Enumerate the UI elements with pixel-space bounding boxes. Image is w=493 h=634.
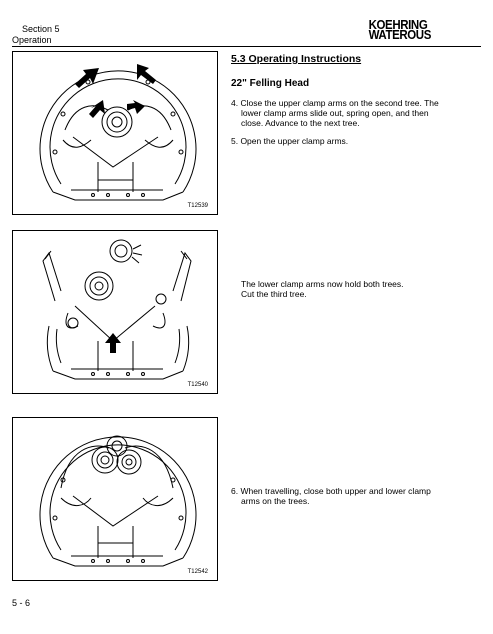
- figure-2: [12, 230, 218, 394]
- chapter-label: Operation: [12, 35, 52, 45]
- felling-head-illustration-3: [13, 418, 219, 582]
- felling-head-illustration-2: [13, 231, 219, 395]
- section-label: Section 5: [22, 24, 60, 34]
- felling-head-illustration-1: [13, 52, 219, 216]
- caption-line-2: Cut the third tree.: [241, 289, 307, 299]
- step-5: 5. Open the upper clamp arms.: [231, 136, 349, 146]
- figure-code: T12542: [187, 569, 208, 575]
- caption-line-1: The lower clamp arms now hold both trees.: [241, 279, 404, 289]
- figure-3: [12, 417, 218, 581]
- figure-code: T12540: [187, 382, 208, 388]
- step-6-line-2: arms on the trees.: [241, 496, 310, 506]
- logo-line-2: WATEROUS: [368, 28, 431, 43]
- step-6-line-1: 6. When travelling, close both upper and lower clamp: [231, 486, 431, 496]
- step-4-line-2: lower clamp arms slide out, spring open, and then: [241, 108, 429, 118]
- logo-line-1: KOEHRING: [368, 18, 428, 33]
- section-title: 5.3 Operating Instructions: [231, 53, 362, 65]
- brand-logo: [368, 18, 431, 43]
- step-6: [231, 486, 431, 506]
- figure-code: T12539: [187, 203, 208, 209]
- page-number: 5 - 6: [12, 598, 31, 608]
- figure-1: [12, 51, 218, 215]
- figure-2-caption: [241, 279, 404, 299]
- subtitle: 22" Felling Head: [231, 78, 310, 89]
- step-4-line-3: close. Advance to the next tree.: [241, 118, 360, 128]
- header-rule: [12, 46, 481, 47]
- step-4: [231, 98, 441, 128]
- step-4-line-1: 4. Close the upper clamp arms on the second tree. The: [231, 98, 439, 108]
